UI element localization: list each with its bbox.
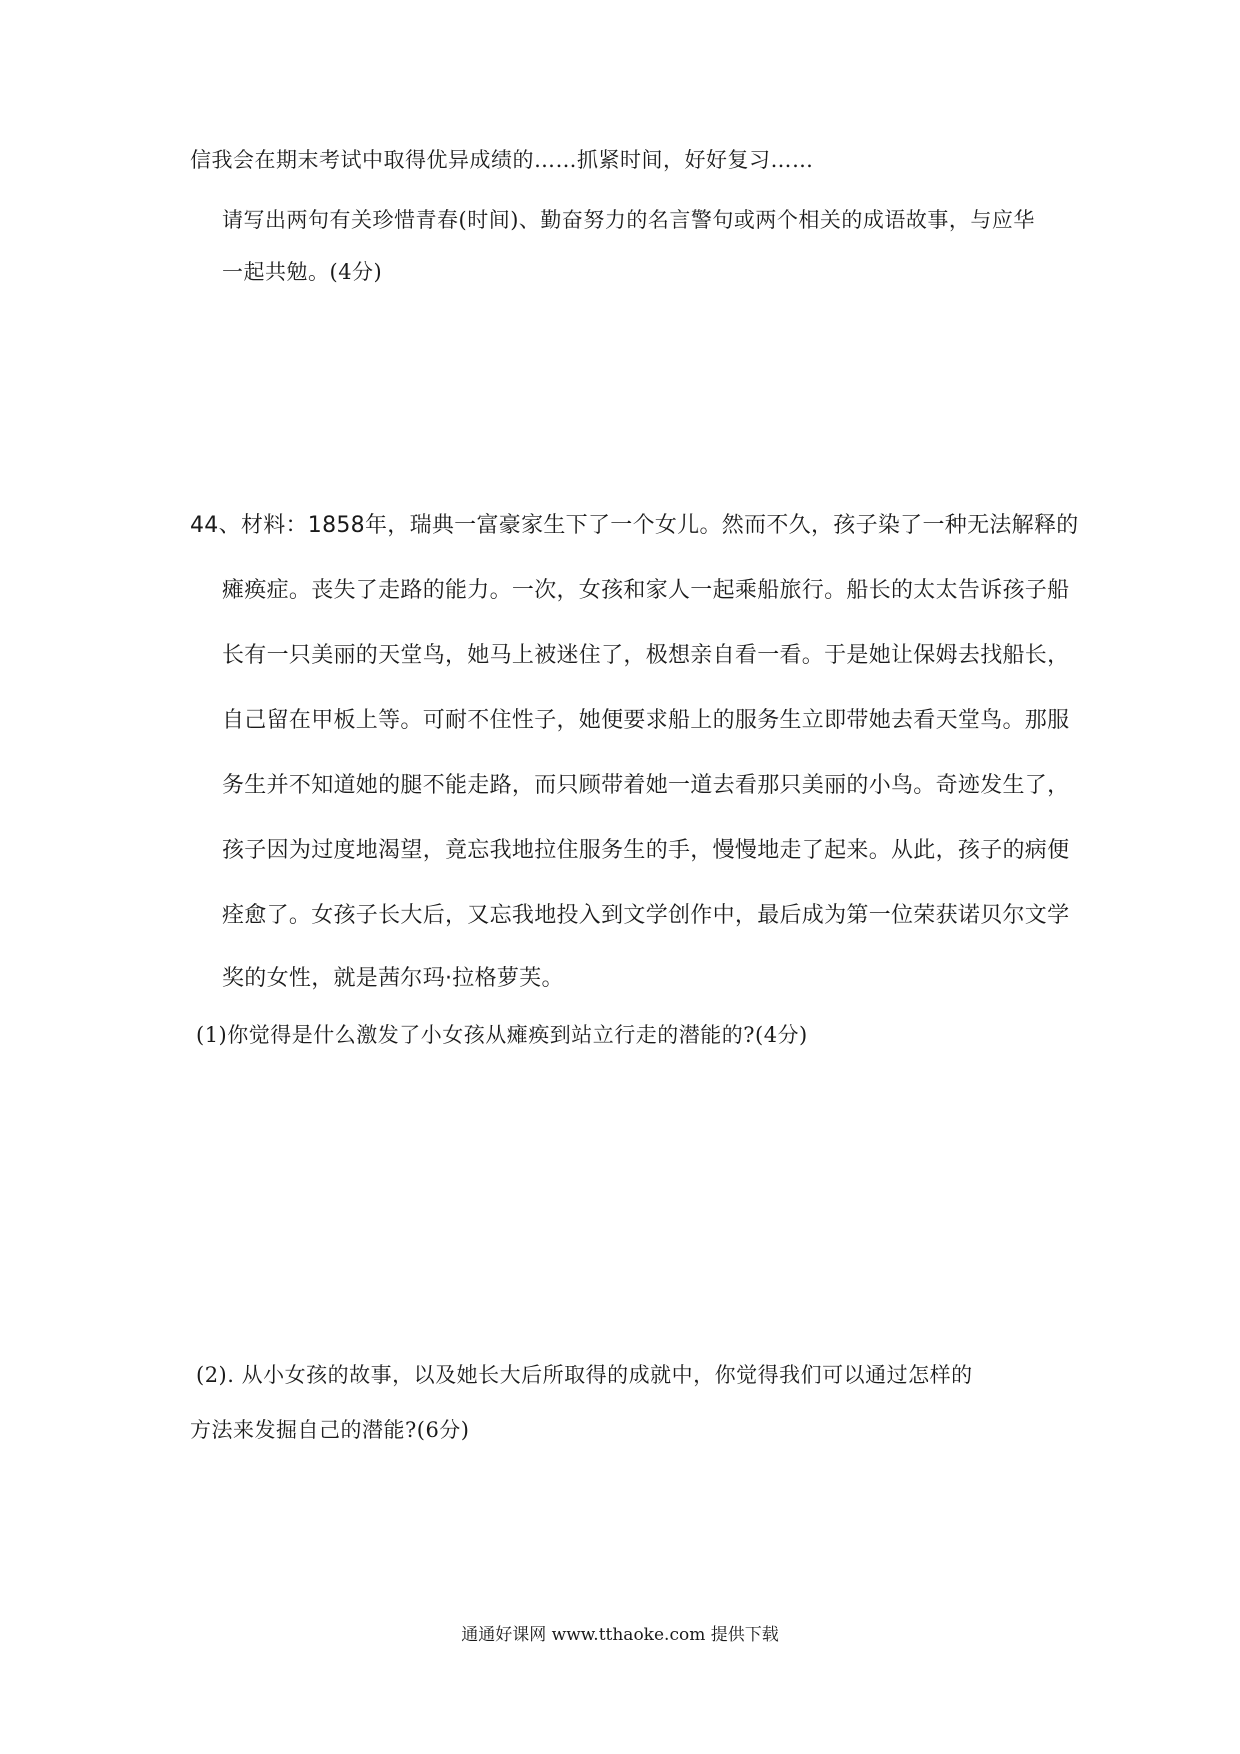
page-footer: 通通好课网 www.tthaoke.com 提供下载: [461, 1625, 779, 1645]
question-44-sub-1: (1)你觉得是什么激发了小女孩从瘫痪到站立行走的潜能的?(4分): [196, 1023, 808, 1047]
question-44-material-line: 奖的女性，就是茜尔玛·拉格萝芙。: [222, 966, 564, 991]
question-44-sub-2: (2). 从小女孩的故事，以及她长大后所取得的成就中，你觉得我们可以通过怎样的: [196, 1363, 973, 1387]
question-44-material-line: 务生并不知道她的腿不能走路，而只顾带着她一道去看那只美丽的小鸟。奇迹发生了，: [222, 773, 1070, 798]
text-line: 信我会在期末考试中取得优异成绩的……抓紧时间，好好复习……: [190, 148, 814, 172]
question-instruction: 一起共勉。(4分): [222, 260, 383, 284]
question-instruction: 请写出两句有关珍惜青春(时间)、勤奋努力的名言警句或两个相关的成语故事，与应华: [222, 208, 1035, 232]
question-44-sub-2: 方法来发掘自己的潜能?(6分): [190, 1418, 470, 1442]
question-44-material-line: 孩子因为过度地渴望，竟忘我地拉住服务生的手，慢慢地走了起来。从此，孩子的病便: [222, 838, 1070, 863]
question-44-material-line: 自己留在甲板上等。可耐不住性子，她便要求船上的服务生立即带她去看天堂鸟。那服: [222, 708, 1070, 733]
question-44-material-line: 瘫痪症。丧失了走路的能力。一次，女孩和家人一起乘船旅行。船长的太太告诉孩子船: [222, 578, 1070, 603]
question-44-material-line: 长有一只美丽的天堂鸟，她马上被迷住了，极想亲自看一看。于是她让保姆去找船长，: [222, 643, 1070, 668]
question-44-material-line: 44、材料：1858年，瑞典一富豪家生下了一个女儿。然而不久，孩子染了一种无法解释的: [190, 513, 1079, 538]
question-44-material-line: 痊愈了。女孩子长大后，又忘我地投入到文学创作中，最后成为第一位荣获诺贝尔文学: [222, 903, 1070, 928]
